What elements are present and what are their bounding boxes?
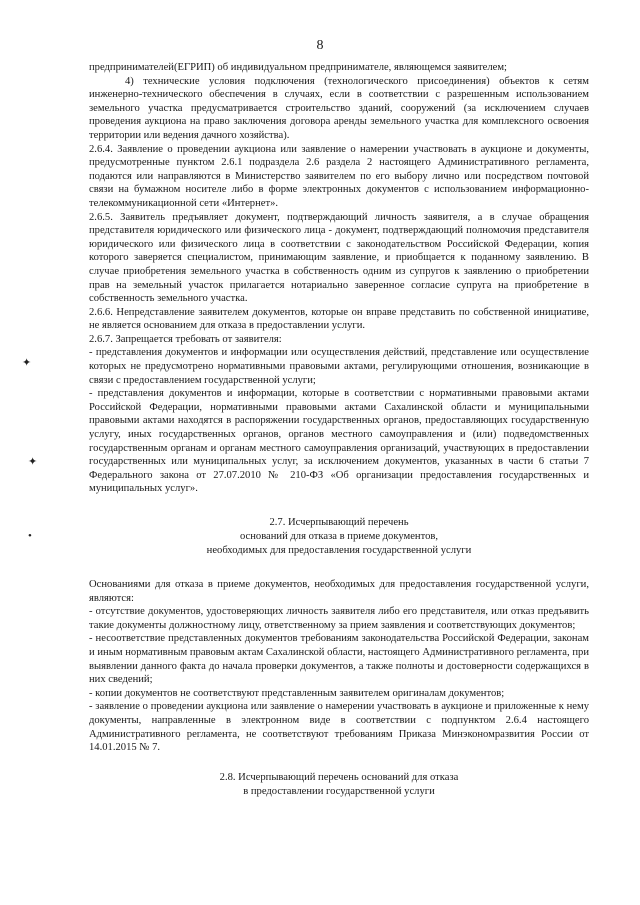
margin-mark: • [28,530,32,542]
paragraph: 2.6.6. Непредставление заявителем документов, которые он вправе представить по собственной инициативе, не является основанием для отказа в предоставлении услуги. [89,306,589,332]
paragraph: - копии документов не соответствуют представленным заявителем оригиналам документов; [89,687,505,699]
page-number: 8 [316,38,324,53]
section-heading-2-7: 2.7. Исчерпывающий перечень [269,517,409,528]
document-body [89,61,589,799]
paragraph: - представления документов и информации или осуществления действий, представление или осуществление которых не предусмотрено нормативными правовыми актами, регулирующими отношения, возникающие в связи с предоставлением государственной услуги; [89,347,589,386]
section-heading-2-7-line3: необходимых для предоставления государственной услуги [206,545,472,556]
paragraph: 2.6.4. Заявление о проведении аукциона или заявление о намерении участвовать в аукционе и документы, предусмотренные пунктом 2.6.1 подраздела 2.6 раздела 2 настоящего Административного регламента, подаются или направляются в Министерство заявителем по его выбору лично или посредством почтовой связи на бумажном носителе либо в форме электронных документов с использованием информационно-телекоммуникационной сети «Интернет». [89,143,589,209]
paragraph: - представления документов и информации, которые в соответствии с нормативными правовыми актами Российской Федерации, нормативными правовыми актами Сахалинской области и муниципальными правовыми актами находятся в распоряжении государственных органов, предоставляющих государственную услугу, иных государственных органов, органов местного самоуправления и (или) подведомственных государственным органам и органам местного самоуправления организаций, участвующих в предоставлении государственных или муниципальных услуг, за исключением документов, указанных в части 6 статьи 7 Федерального закона от 27.07.2010 № 210-ФЗ «Об организации предоставления государственных и муниципальных услуг». [89,388,589,495]
paragraph: 2.6.7. Запрещается требовать от заявителя: [89,333,282,345]
section-heading-2-8-line2: в предоставлении государственной услуги [243,785,435,797]
margin-mark: ✦ [28,456,38,468]
paragraph: - несоответствие представленных документов требованиям законодательства Российской Федерации, законам и иным нормативным правовым актам Сахалинской области, настоящего Административного регламента, при выявлении данного факта до начала проверки документов, а также полноты и достоверности содержащихся в них сведений; [89,633,589,686]
margin-mark: ✦ [22,357,32,369]
paragraph: - заявление о проведении аукциона или заявление о намерении участвовать в аукционе и приложенные к нему документы, направленные в электронном виде в соответствии с подпунктом 2.6.4 настоящего Административного регламента, не соответствуют требованиям Приказа Минэкономразвития России от 14.01.2015 № 7. [89,701,589,754]
paragraph: Основаниями для отказа в приеме документов, необходимых для предоставления государственной услуги, являются: [89,579,589,604]
section-heading-2-7-line2: оснований для отказа в приеме документов, [239,531,439,542]
paragraph: 2.6.5. Заявитель предъявляет документ, подтверждающий личность заявителя, а в случае обращения представителя юридического или физического лица - документ, подтверждающий полномочия представителя юридического или физического лица в соответствии с законодательством Российской Федерации, копия которого заверяется специалистом, принимающим заявление, и приобщается к поданному заявлению. В случае приобретения земельного участка в собственность одним из супругов к заявлению о приобретении прав на земельный участок прилагается нотариально заверенное согласие супруга на приобретение в собственность земельного участка. [89,211,589,305]
section-heading-2-8: 2.8. Исчерпывающий перечень оснований для отказа [219,771,459,783]
paragraph: 4) технические условия подключения (технологического присоединения) объектов к сетям инженерно-технического обеспечения в случаях, если в соответствии с разрешенным использованием земельного участка предусматривается строительство зданий, сооружений (за исключением случаев проведения аукциона на право заключения договора аренды земельного участка для комплексного освоения территории или ведения дачного хозяйства). [89,75,589,141]
paragraph: - отсутствие документов, удостоверяющих личность заявителя либо его представителя, или отказ предъявить такие документы должностному лицу, ответственному за прием заявления и соответствующих документов; [89,606,589,631]
paragraph: предпринимателей(ЕГРИП) об индивидуальном предпринимателе, являющемся заявителем; [89,62,507,73]
